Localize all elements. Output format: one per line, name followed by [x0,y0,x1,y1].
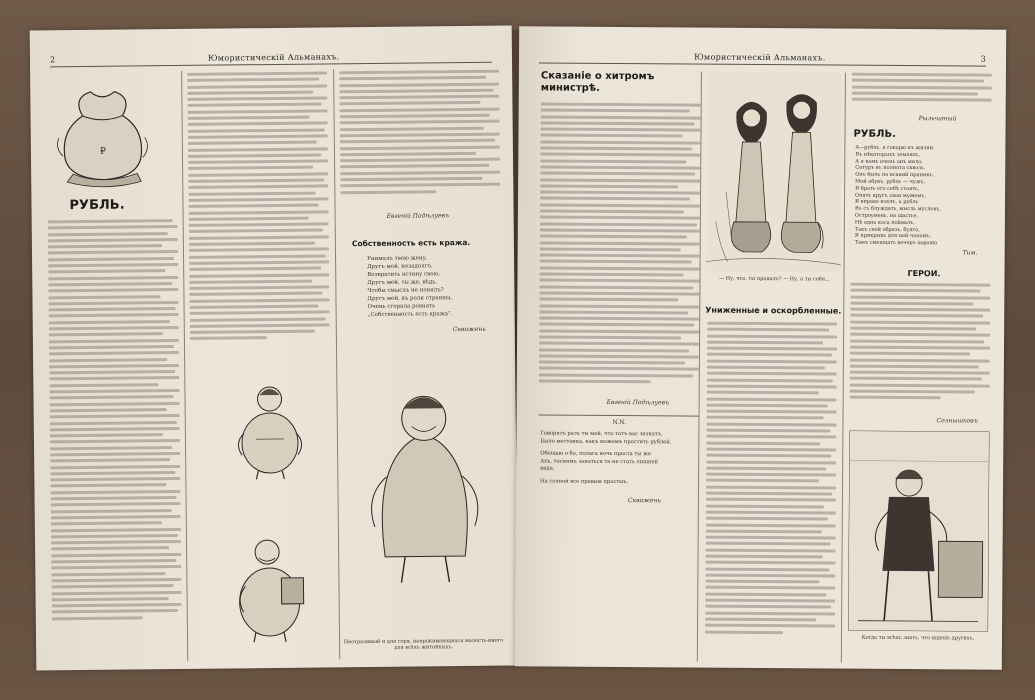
nn-verse-line: Ахъ, тоснимъ занаться та не стать лишней [540,457,659,465]
poem-line: Унималъ твою жену, [367,255,428,263]
left-bottom-caption: Неотразимый и для горя, непріжимающихся малость-иного для всѣхъ житейкыхъ. [343,637,504,651]
poem-line: Чтобы смыслъ не понялъ? [367,287,444,295]
side-poem-line: Сатуръ въ полнота сквозь, [855,165,926,172]
right-page-header [539,48,986,66]
nn-signature: Сквожень [627,497,661,505]
heroes-signature: Солнышковъ [936,417,978,425]
nn-verse-line: Было меттанка, какъ можемъ простить рублей, [540,437,672,445]
nn-verse [540,430,700,486]
ladies-caption: — Ну, что, ты продалъ? — Ну, а ты себя... [719,275,830,283]
heroes-text [850,283,991,412]
left-page-number: 2 [49,55,56,65]
man-with-box-illustration [225,528,316,647]
right-article1-title: Сказаніе о хитромъ министрѣ. [540,70,655,94]
right-column-2 [705,322,837,648]
side-poem-line: Я вправо взялъ, а рубль [855,199,919,206]
side-poem-title: РУБЛЬ. [853,128,896,140]
stout-man-illustration [229,373,310,482]
right-journal-title: Юмористическій Альманахъ. [694,52,826,63]
poem-line: Другъ мой, въ роли странны, [367,295,453,303]
left-page-header [50,48,492,68]
side-poem-line: А—рубль, я говорю къ жизни. [855,144,935,152]
heroes-title: ГЕРОИ. [907,269,941,279]
side-poem-line: Нѣ одна коса поймать. [854,219,915,226]
money-bag-illustration [52,77,153,190]
nn-verse-line: вида, [540,465,555,472]
left-column-1-top [160,71,161,72]
side-poem-line: Онъ быль по всякий пряникъ, [855,171,935,179]
left-article-author: Евгеній Подѣлуевъ [386,212,450,220]
svg-text:₽: ₽ [100,146,106,157]
left-journal-title: Юмористическій Альманахъ. [207,52,340,63]
nn-signature-top: N.N. [612,418,627,427]
left-poem-title: Собственность есть кража. [351,237,471,249]
side-poem-line: Я прикрывь для ней чаномъ, [854,233,932,240]
desk-illustration-caption: Когда ты всѣхъ знать, что ищешь другихъ. [861,634,975,642]
left-column-1 [48,219,183,660]
side-poem-line: Въ нѣкоторыхъ земляхъ, [855,151,921,158]
side-poem-line: Такъ свой образь, будто, [854,226,920,233]
poem-line: Возвратить истину свою, [367,271,441,279]
left-column-3 [339,70,500,212]
poem-line: Очень сгорала ровнять [367,303,436,311]
poem-line: „Собственность есть кража“. [367,311,453,319]
side-poem-line: Я брать его себѣ стоять, [855,185,920,192]
grotesque-figure-illustration [363,356,485,587]
side-poem-line: Тамъ сменщать вечеръ хорошо [854,239,938,247]
side-poem-line: Остроумень, на щастье, [854,212,919,220]
nn-verse-line: Обещаю о бо, полага ночь проста ты же [540,450,651,458]
nn-verse-line: На толпой все правым простыъ. [540,477,629,485]
left-poem [367,254,498,319]
left-article-title: РУБЛЬ. [69,197,125,214]
right-column-1 [539,102,701,393]
side-poem-line: А я вамъ очень онъ мило. [855,158,923,165]
poem-line: Другъ мой, ты же, вѣдь, [367,279,437,287]
side-top-signature: Рыльчатый [918,115,957,123]
side-poem [855,145,996,248]
poem-line: Другъ мой, незадолго, [367,263,433,271]
right-article1-author: Евгеній Подѣлуевъ [606,398,670,407]
side-poem-signature: Тим. [962,249,978,257]
man-at-desk-illustration [848,431,989,632]
side-poem-line: Мой обувъ, рубль — чужъ, [855,178,926,186]
right-page [515,26,1006,669]
left-page [30,25,519,670]
nn-verse-line: Говорятъ разъ ты мой, что тотъ вас зазнатъ, [540,430,663,438]
right-page-number: 3 [980,54,987,64]
right-article2-title: Униженные и оскорбленные. [705,305,842,316]
two-ladies-illustration [706,72,842,273]
right-column-3-top [852,73,992,110]
side-poem-line: Въ съ блуждать, мысль мусловъ, [854,205,942,213]
side-poem-line: Опять кругъ свои мужемъ, [855,192,927,199]
left-poem-signature: Сквожень [452,325,486,334]
